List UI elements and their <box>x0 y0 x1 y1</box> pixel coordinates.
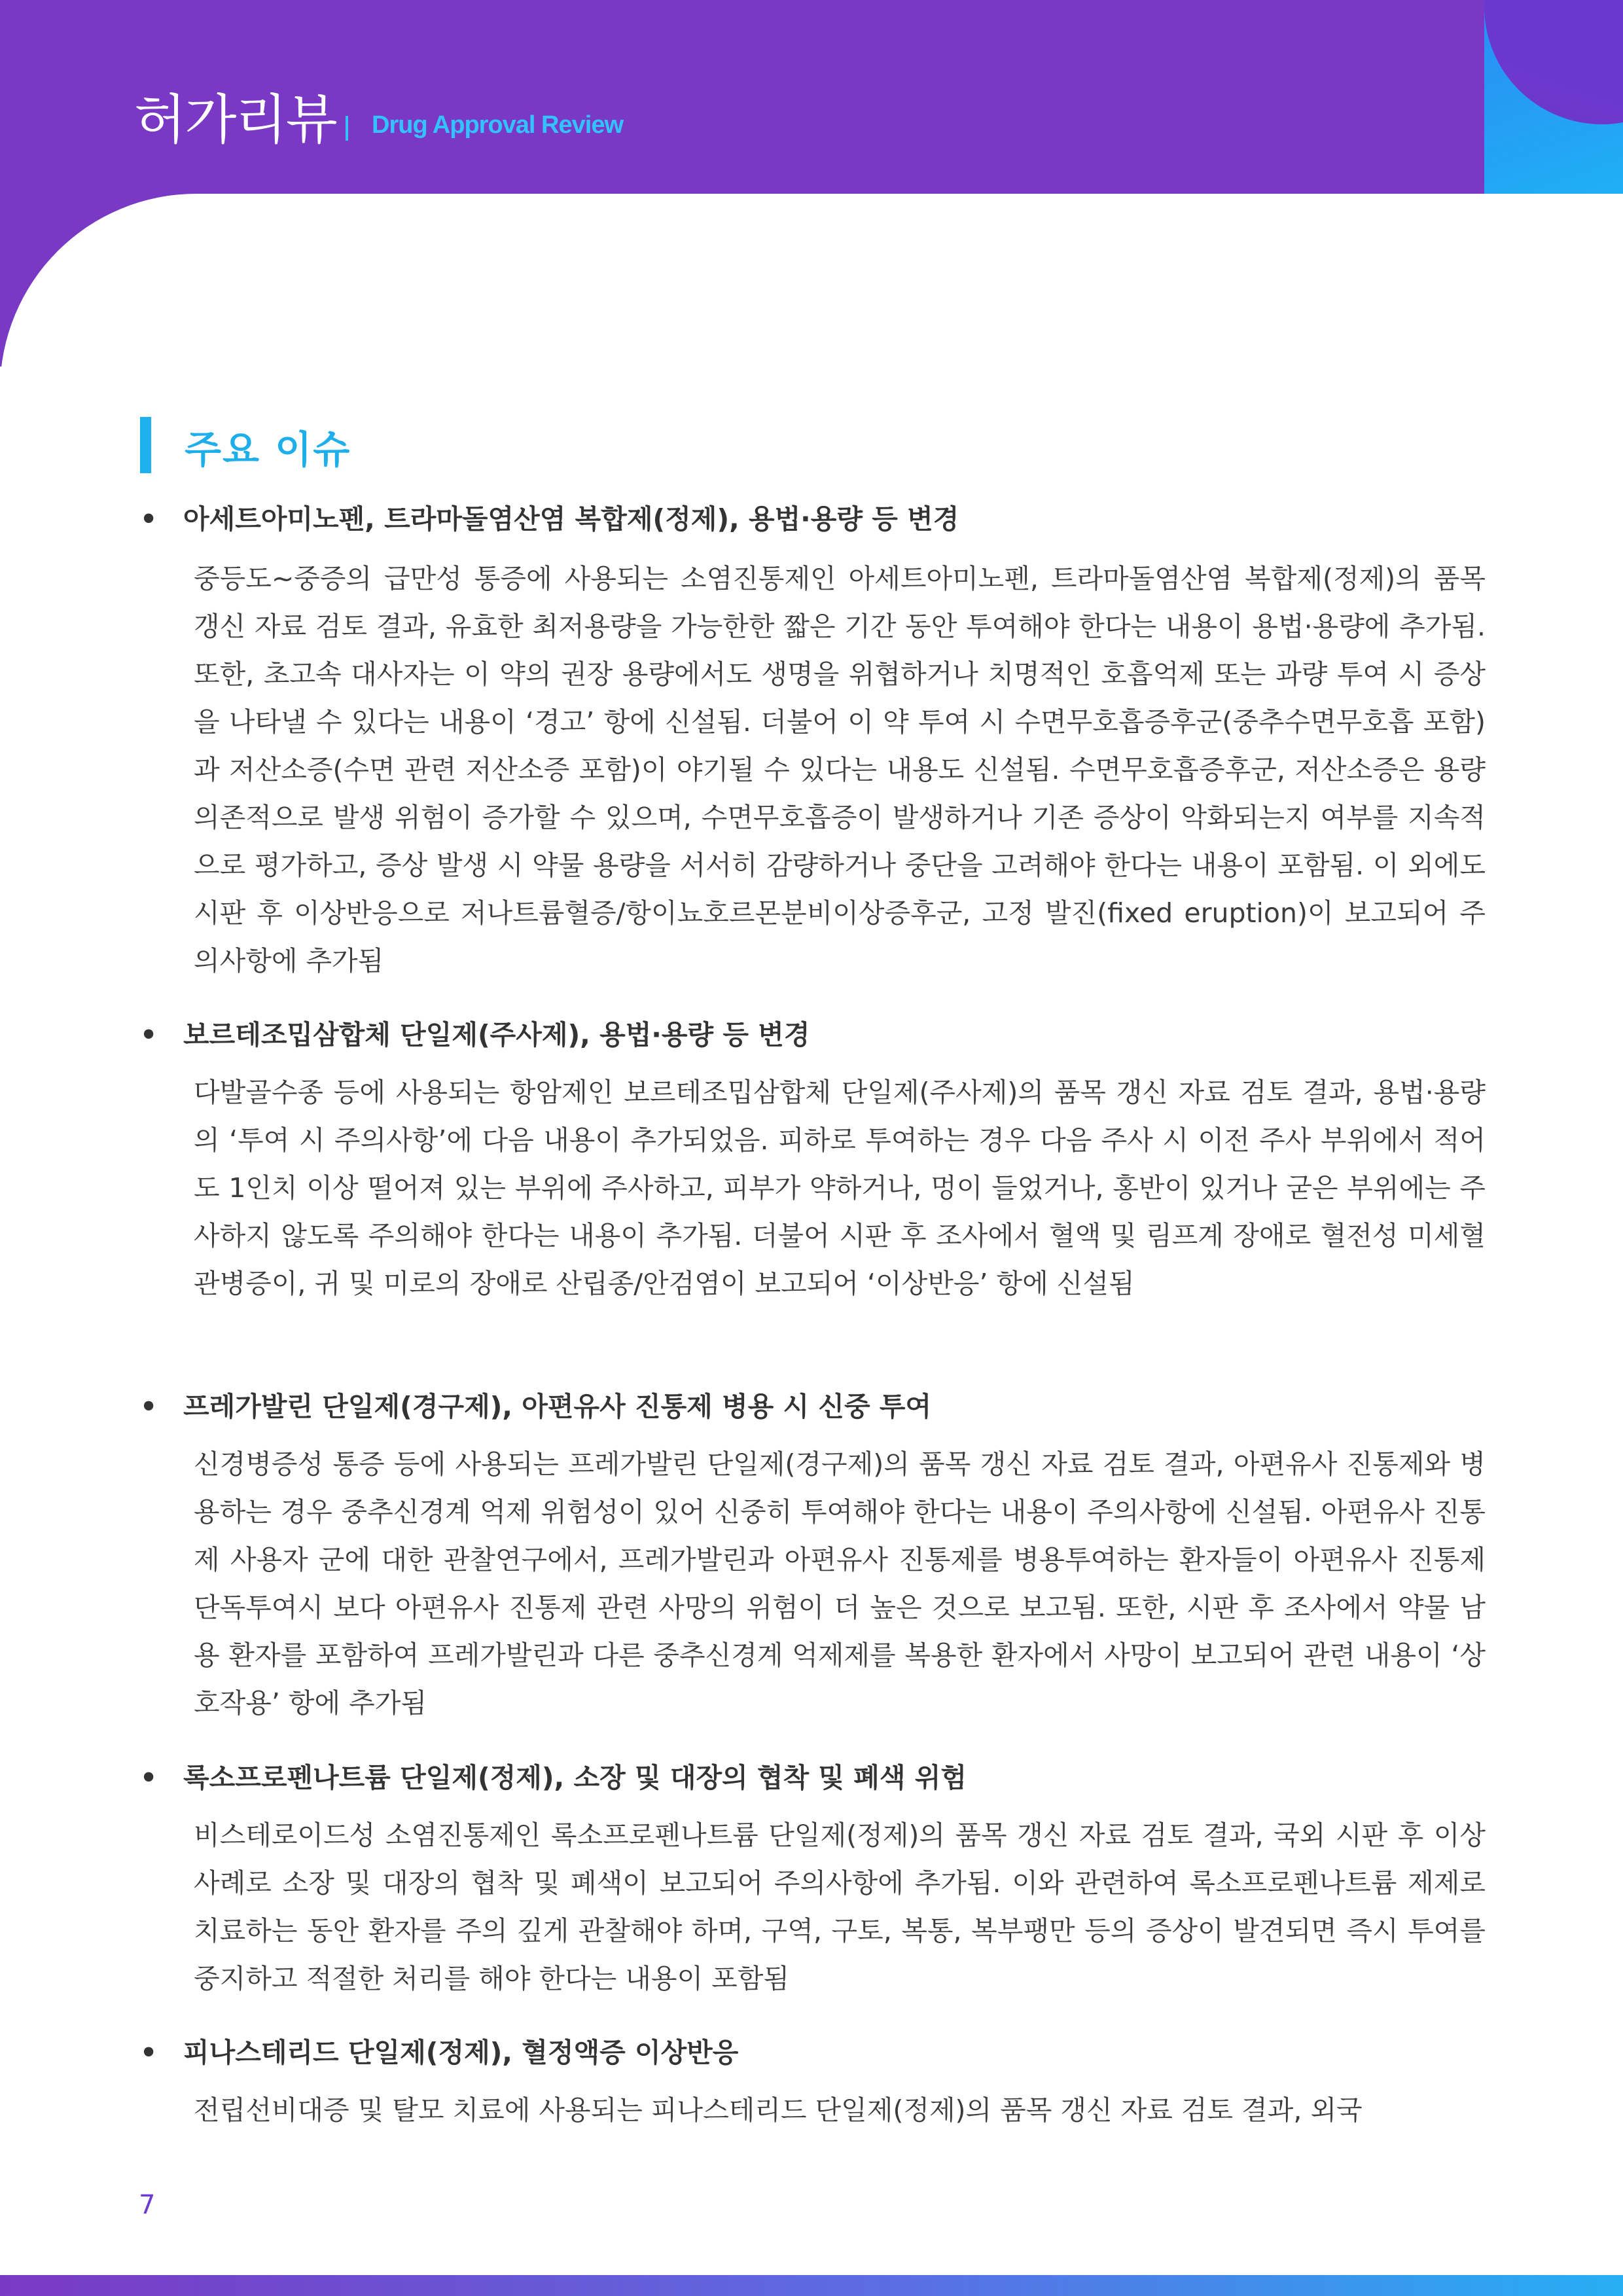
issue-heading <box>140 497 1488 536</box>
bullet-icon: • <box>140 1019 158 1050</box>
section-title: 주요 이슈 <box>185 427 351 472</box>
section-marker <box>140 417 151 473</box>
issue-heading <box>140 2031 1488 2070</box>
issue-body: 비스테로이드성 소염진통제인 록소프로펜나트륨 단일제(정제)의 품목 갱신 자료 검토 결과, 국외 시판 후 이상사례로 소장 및 대장의 협착 및 폐색이 보고되어 주의사항에 추가됨. 이와 관련하여 록소프로펜나트륨 제제로 치료하는 동안 환자를 주의 깊게 관찰해야 하며, 구역, 구토, 복통, 복부팽만 등의 증상이 발견되면 즉시 투여를 중지하고 적절한 처리를 해야 한다는 내용이 포함됨 <box>194 1820 1486 1994</box>
page-number: 7 <box>139 2190 156 2220</box>
issue-body: 전립선비대증 및 탈모 치료에 사용되는 피나스테리드 단일제(정제)의 품목 갱신 자료 검토 결과, 외국 <box>194 2094 1363 2126</box>
issue-heading-text: 록소프로펜나트륨 단일제(정제), 소장 및 대장의 협착 및 폐색 위험 <box>183 1762 967 1793</box>
issue-heading-text: 피나스테리드 단일제(정제), 혈정액증 이상반응 <box>183 2037 739 2068</box>
issue-heading-text: 아세트아미노펜, 트라마돌염산염 복합제(정제), 용법·용량 등 변경 <box>183 503 959 535</box>
issue-heading-text: 프레가발린 단일제(경구제), 아편유사 진통제 병용 시 신중 투여 <box>183 1391 932 1422</box>
issue-body: 중등도~중증의 급만성 통증에 사용되는 소염진통제인 아세트아미노펜, 트라마돌염산염 복합제(정제)의 품목 갱신 자료 검토 결과, 유효한 최저용량을 가능한한 짧은 기간 동안 투여해야 한다는 내용이 용법·용량에 추가됨. 또한, 초고속 대사자는 이 약의 권장 용량에서도 생명을 위협하거나 치명적인 호흡억제 또는 과량 투여 시 증상을 나타낼 수 있다는 내용이 ‘경고’ 항에 신설됨. 더불어 이 약 투여 시 수면무호흡증후군(중추수면무호흡 포함)과 저산소증(수면 관련 저산소증 포함)이 야기될 수 있다는 내용도 신설됨. 수면무호흡증후군, 저산소증은 용량 의존적으로 발생 위험이 증가할 수 있으며, 수면무호흡증이 발생하거나 기존 증상이 악화되는지 여부를 지속적으로 평가하고, 증상 발생 시 약물 용량을 서서히 감량하거나 중단을 고려해야 한다는 내용이 포함됨. 이 외에도 시판 후 이상반응으로 저나트륨혈증/항이뇨호르몬분비이상증후군, 고정 발진(fixed eruption)이 보고되어 주의사항에 추가됨 <box>194 563 1486 977</box>
footer-strip <box>0 2275 1623 2296</box>
bullet-icon: • <box>140 1762 158 1793</box>
issue-heading-text: 보르테조밉삼합체 단일제(주사제), 용법·용량 등 변경 <box>183 1019 810 1050</box>
issue-heading <box>140 1756 1488 1795</box>
header-subtitle: Drug Approval Review <box>372 111 624 139</box>
issue-body: 다발골수종 등에 사용되는 항암제인 보르테조밉삼합체 단일제(주사제)의 품목 갱신 자료 검토 결과, 용법·용량의 ‘투여 시 주의사항’에 다음 내용이 추가되었음. 피하로 투여하는 경우 다음 주사 시 이전 주사 부위에서 적어도 1인치 이상 떨어져 있는 부위에 주사하고, 피부가 약하거나, 멍이 들었거나, 홍반이 있거나 굳은 부위에는 주사하지 않도록 주의해야 한다는 내용이 추가됨. 더불어 시판 후 조사에서 혈액 및 림프계 장애로 혈전성 미세혈관병증이, 귀 및 미로의 장애로 산립종/안검염이 보고되어 ‘이상반응’ 항에 신설됨 <box>194 1077 1486 1299</box>
header-title: 허가리뷰 <box>134 89 336 151</box>
issue-body: 신경병증성 통증 등에 사용되는 프레가발린 단일제(경구제)의 품목 갱신 자료 검토 결과, 아편유사 진통제와 병용하는 경우 중추신경계 억제 위험성이 있어 신중히 투여해야 한다는 내용이 주의사항에 신설됨. 아편유사 진통제 사용자 군에 대한 관찰연구에서, 프레가발린과 아편유사 진통제를 병용투여하는 환자들이 아편유사 진통제 단독투여시 보다 아편유사 진통제 관련 사망의 위험이 더 높은 것으로 보고됨. 또한, 시판 후 조사에서 약물 남용 환자를 포함하여 프레가발린과 다른 중추신경계 억제제를 복용한 환자에서 사망이 보고되어 관련 내용이 ‘상호작용’ 항에 추가됨 <box>194 1448 1486 1719</box>
bullet-icon: • <box>140 503 158 535</box>
bullet-icon: • <box>140 1391 158 1422</box>
issue-heading <box>140 1013 1488 1052</box>
issue-heading <box>140 1385 1488 1424</box>
bullet-icon: • <box>140 2037 158 2068</box>
header-divider <box>346 116 348 141</box>
